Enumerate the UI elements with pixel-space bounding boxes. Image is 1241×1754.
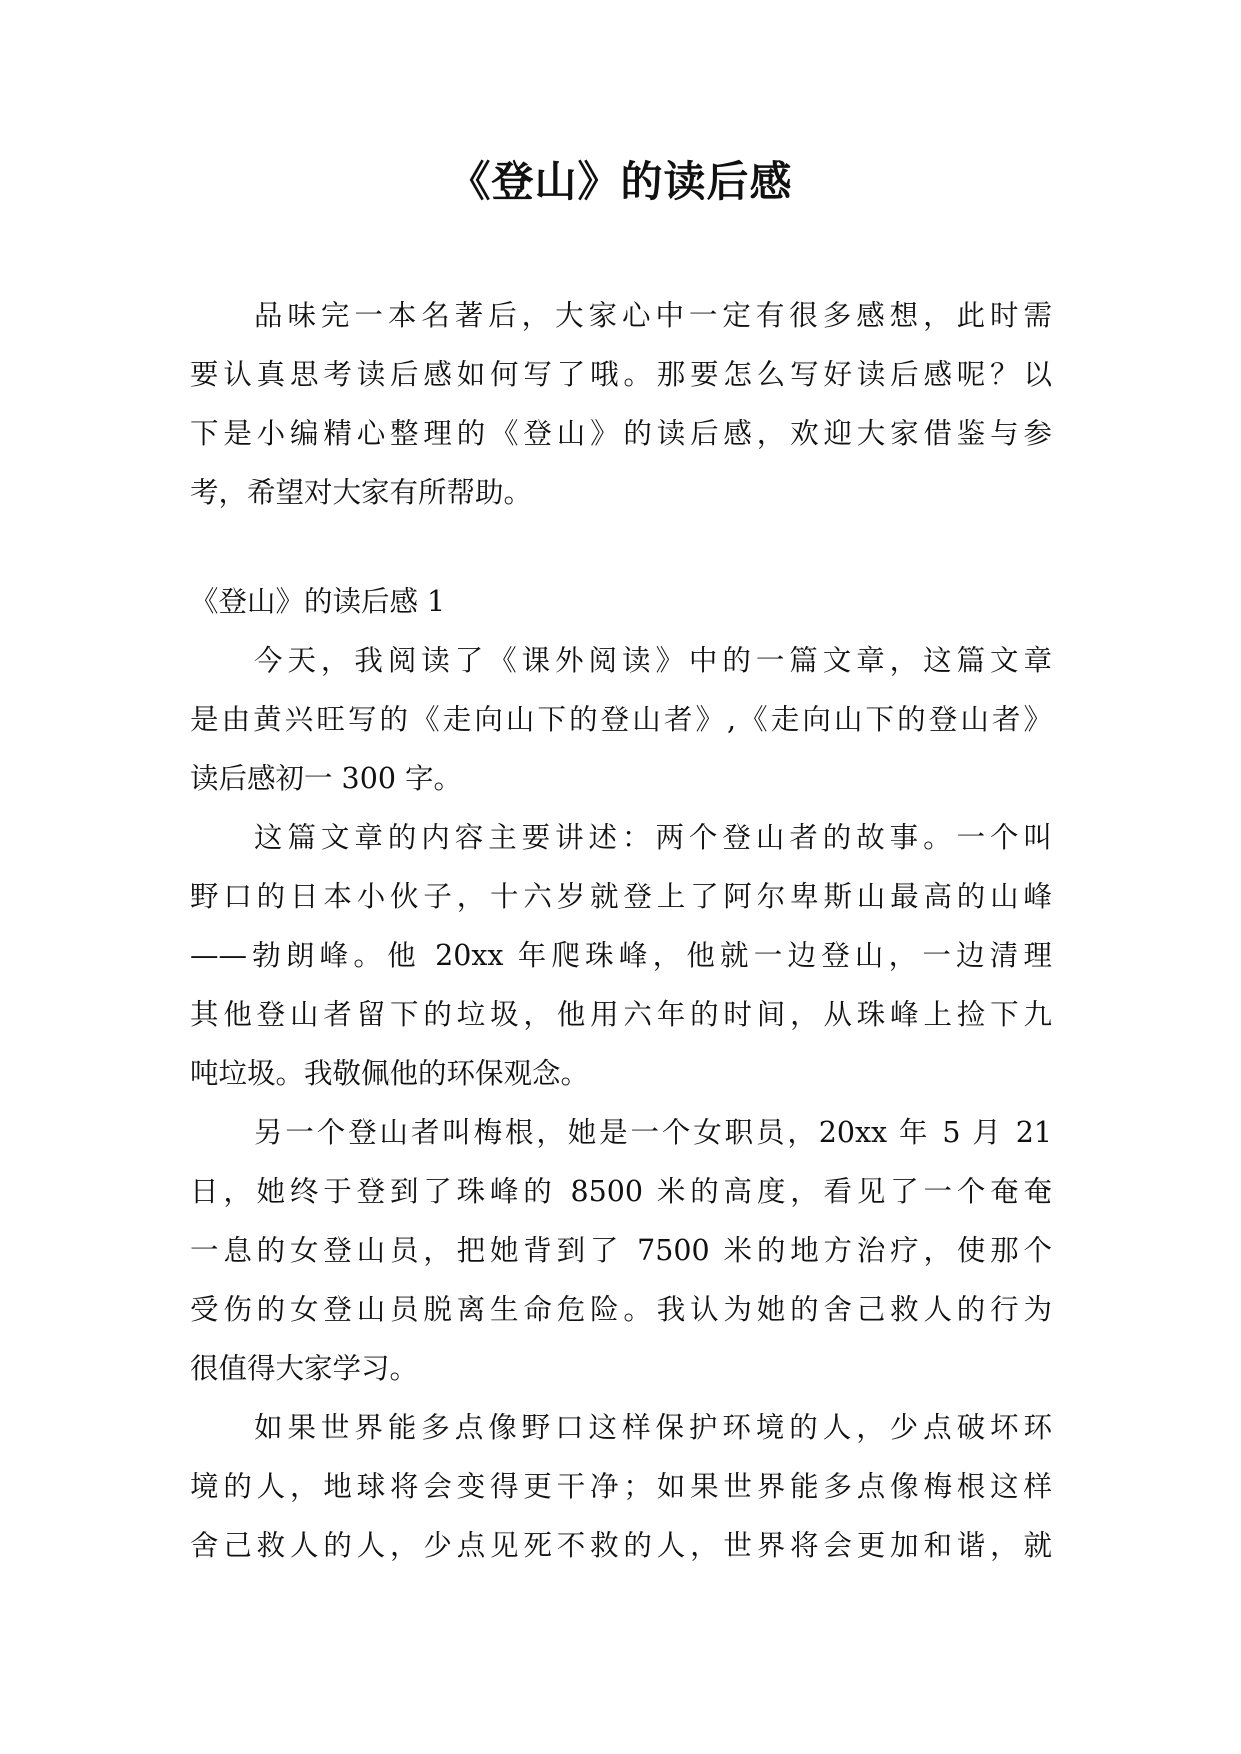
text-line: 品味完一本名著后，大家心中一定有很多感想，此时需 <box>254 299 1052 332</box>
text-line: 一息的女登山员，把她背到了 7500 米的地方治疗，使那个 <box>190 1234 1052 1267</box>
text-line: 要认真思考读后感如何写了哦。那要怎么写好读后感呢？以 <box>190 358 1052 391</box>
text-line: 读后感初一 300 字。 <box>190 762 463 795</box>
text-line: 如果世界能多点像野口这样保护环境的人，少点破坏环 <box>254 1411 1052 1444</box>
document-title: 《登山》的读后感 <box>448 157 793 206</box>
text-line: 境的人，地球将会变得更干净；如果世界能多点像梅根这样 <box>190 1470 1052 1503</box>
text-line: 下是小编精心整理的《登山》的读后感，欢迎大家借鉴与参 <box>190 417 1052 450</box>
text-line: 很值得大家学习。 <box>190 1352 419 1385</box>
document-body <box>190 286 1052 1575</box>
body-paragraph-2 <box>190 808 1052 1103</box>
text-line: 野口的日本小伙子，十六岁就登上了阿尔卑斯山最高的山峰 <box>190 880 1052 913</box>
intro-paragraph <box>190 286 1052 522</box>
text-line: 另一个登山者叫梅根，她是一个女职员，20xx 年 5 月 21 <box>254 1116 1052 1149</box>
text-line: 今天，我阅读了《课外阅读》中的一篇文章，这篇文章 <box>254 644 1052 677</box>
text-line: 吨垃圾。我敬佩他的环保观念。 <box>190 1057 590 1090</box>
text-line: 考，希望对大家有所帮助。 <box>190 476 533 509</box>
body-paragraph-1 <box>190 631 1052 808</box>
text-line: 日，她终于登到了珠峰的 8500 米的高度，看见了一个奄奄 <box>190 1175 1052 1208</box>
text-line: 舍己救人的人，少点见死不救的人，世界将会更加和谐，就 <box>190 1529 1052 1562</box>
section-heading: 《登山》的读后感 1 <box>190 585 446 618</box>
body-paragraph-3 <box>190 1103 1052 1398</box>
text-line: 受伤的女登山员脱离生命危险。我认为她的舍己救人的行为 <box>190 1293 1052 1326</box>
text-line: ——勃朗峰。他 20xx 年爬珠峰，他就一边登山，一边清理 <box>190 939 1052 972</box>
text-line: 其他登山者留下的垃圾，他用六年的时间，从珠峰上捡下九 <box>190 998 1052 1031</box>
text-line: 这篇文章的内容主要讲述：两个登山者的故事。一个叫 <box>254 821 1052 854</box>
body-paragraph-4 <box>190 1398 1052 1575</box>
text-line: 是由黄兴旺写的《走向山下的登山者》,《走向山下的登山者》 <box>190 703 1052 736</box>
paragraph-gap <box>190 522 1052 572</box>
